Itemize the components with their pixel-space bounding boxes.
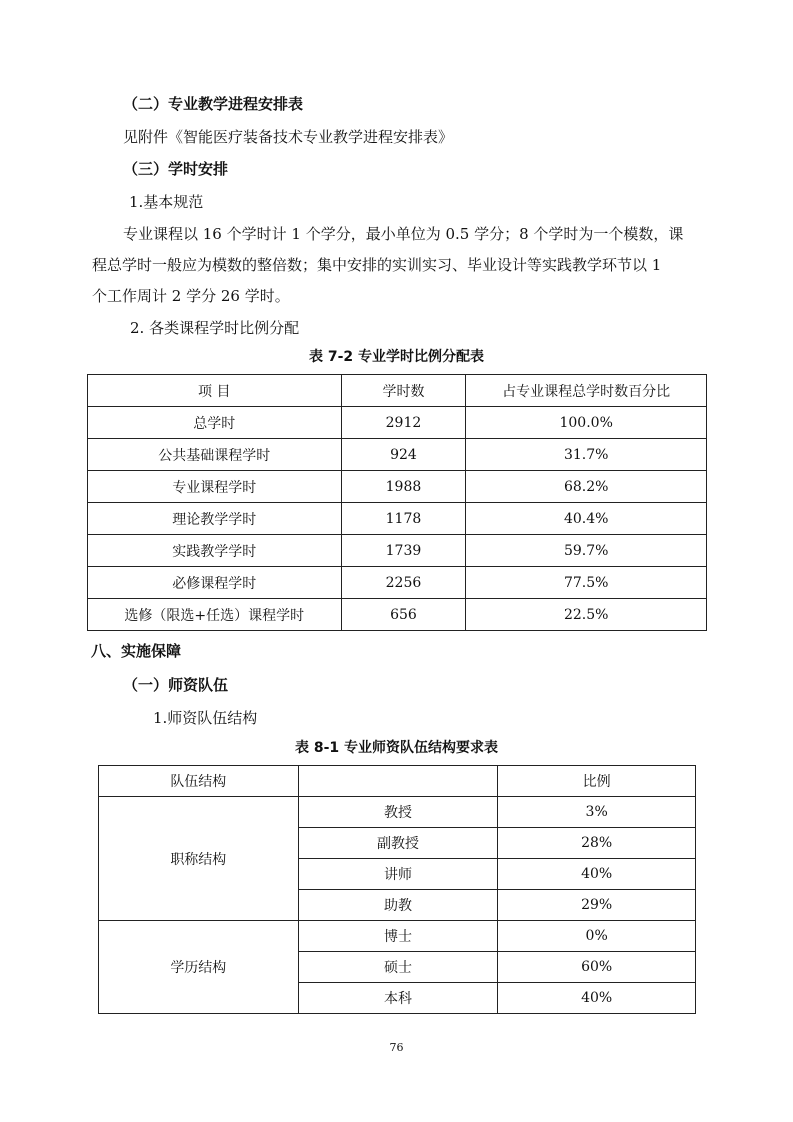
table-cell: 22.5%	[466, 599, 707, 631]
table-cell: 3%	[498, 797, 696, 828]
paragraph-line: 专业课程以 16 个学时计 1 个学分，最小单位为 0.5 学分；8 个学时为一个模数，课	[123, 225, 684, 243]
table-row	[99, 921, 696, 952]
table-cell: 1178	[341, 503, 466, 535]
table-cell: 助教	[298, 890, 498, 921]
table-cell: 1739	[341, 535, 466, 567]
table-row	[88, 567, 707, 599]
table-7-2-caption: 表 7-2 专业学时比例分配表	[308, 349, 485, 365]
header-cell: 项 目	[88, 375, 342, 407]
table-cell: 0%	[498, 921, 696, 952]
item-2-title: 2. 各类课程学时比例分配	[130, 319, 300, 337]
table-row	[88, 599, 707, 631]
table-cell: 656	[341, 599, 466, 631]
table-cell: 教授	[298, 797, 498, 828]
table-cell: 60%	[498, 952, 696, 983]
table-cell: 必修课程学时	[88, 567, 342, 599]
group-cell: 学历结构	[99, 921, 299, 1014]
table-cell: 29%	[498, 890, 696, 921]
table-cell: 副教授	[298, 828, 498, 859]
header-cell: 比例	[498, 766, 696, 797]
table-cell: 博士	[298, 921, 498, 952]
table-cell: 28%	[498, 828, 696, 859]
table-cell: 40.4%	[466, 503, 707, 535]
group-cell: 职称结构	[99, 797, 299, 921]
table-cell: 实践教学学时	[88, 535, 342, 567]
table-cell: 公共基础课程学时	[88, 439, 342, 471]
table-cell: 硕士	[298, 952, 498, 983]
table-cell: 2256	[341, 567, 466, 599]
table-cell: 专业课程学时	[88, 471, 342, 503]
table-row	[99, 797, 696, 828]
table-row	[88, 439, 707, 471]
table-cell: 100.0%	[466, 407, 707, 439]
table-cell: 选修（限选+任选）课程学时	[88, 599, 342, 631]
header-cell	[298, 766, 498, 797]
table-cell: 40%	[498, 983, 696, 1014]
section-3-heading: （三）学时安排	[123, 160, 229, 178]
section-2-heading: （二）专业教学进程安排表	[123, 95, 304, 113]
table-row	[88, 471, 707, 503]
chapter-8-heading: 八、实施保障	[91, 642, 182, 660]
table-cell: 讲师	[298, 859, 498, 890]
table-cell: 总学时	[88, 407, 342, 439]
table-header-row	[88, 375, 707, 407]
header-cell: 学时数	[341, 375, 466, 407]
paragraph-line: 个工作周计 2 学分 26 学时。	[92, 287, 290, 305]
item-8-1-title: 1.师资队伍结构	[153, 709, 258, 727]
table-8-1-caption: 表 8-1 专业师资队伍结构要求表	[294, 740, 499, 756]
table-cell: 本科	[298, 983, 498, 1014]
header-cell: 队伍结构	[99, 766, 299, 797]
table-row	[88, 503, 707, 535]
item-1-title: 1.基本规范	[129, 193, 204, 211]
header-cell: 占专业课程总学时数百分比	[466, 375, 707, 407]
table-cell: 68.2%	[466, 471, 707, 503]
table-cell: 924	[341, 439, 466, 471]
section-2-text: 见附件《智能医疗装备技术专业教学进程安排表》	[123, 128, 454, 146]
table-row	[88, 407, 707, 439]
page-number: 76	[389, 1041, 404, 1054]
section-8-1-heading: （一）师资队伍	[123, 676, 229, 694]
table-row	[88, 535, 707, 567]
table-cell: 77.5%	[466, 567, 707, 599]
paragraph-line: 程总学时一般应为模数的整倍数；集中安排的实训实习、毕业设计等实践教学环节以 1	[92, 256, 662, 274]
table-header-row	[99, 766, 696, 797]
table-7-2	[87, 374, 707, 631]
table-cell: 59.7%	[466, 535, 707, 567]
table-cell: 2912	[341, 407, 466, 439]
table-cell: 理论教学学时	[88, 503, 342, 535]
table-8-1	[98, 765, 696, 1014]
table-cell: 1988	[341, 471, 466, 503]
table-cell: 40%	[498, 859, 696, 890]
table-cell: 31.7%	[466, 439, 707, 471]
